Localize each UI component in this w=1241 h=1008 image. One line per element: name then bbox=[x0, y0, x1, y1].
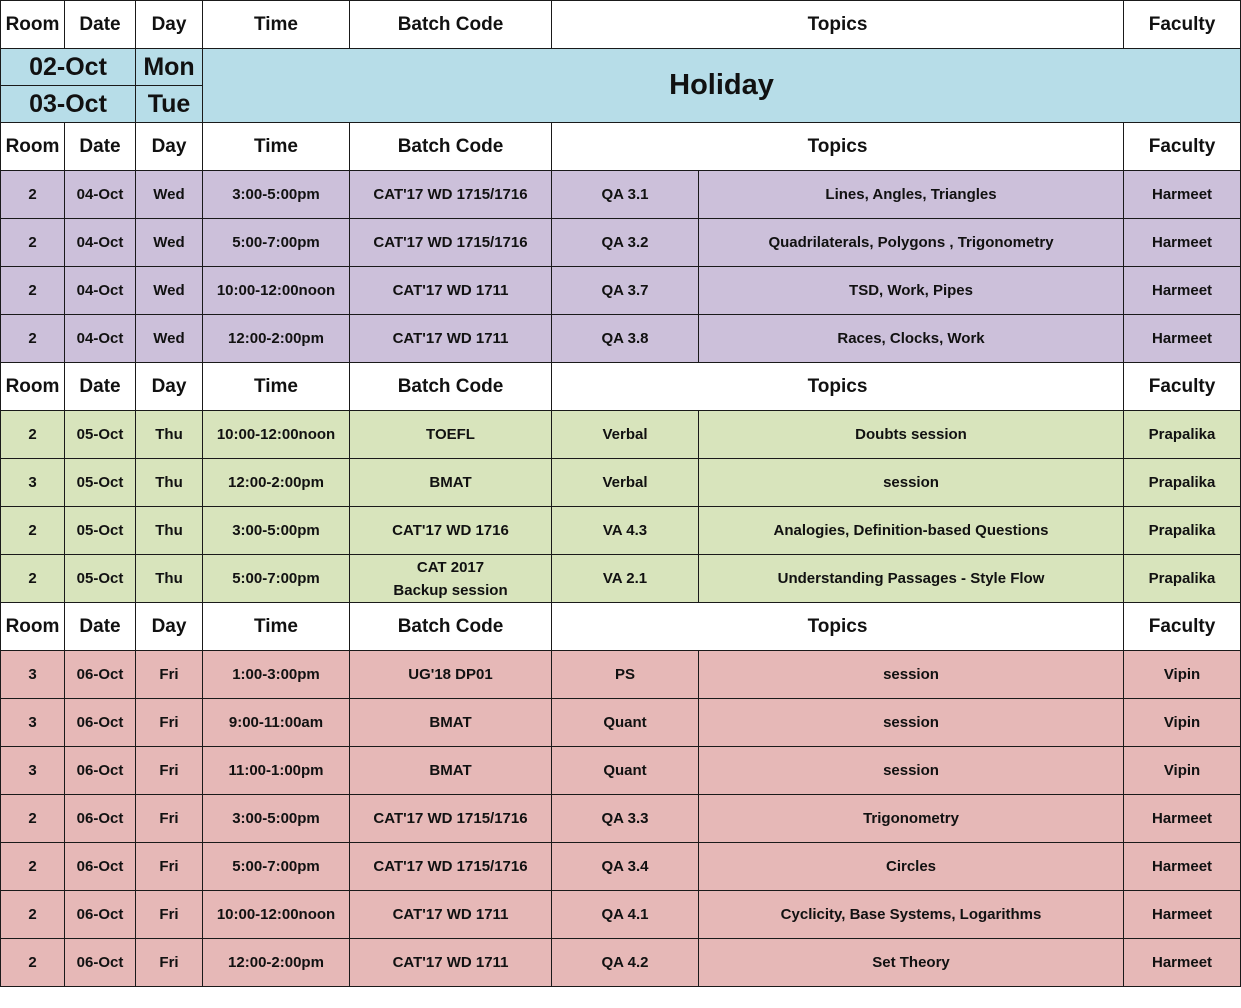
table-row bbox=[1, 699, 1241, 747]
header-batch-code: Batch Code bbox=[350, 123, 552, 171]
header-faculty: Faculty bbox=[1124, 1, 1241, 49]
batch-cell: TOEFL bbox=[350, 411, 552, 459]
time-cell: 10:00-12:00noon bbox=[203, 411, 350, 459]
time-cell: 10:00-12:00noon bbox=[203, 891, 350, 939]
header-topics: Topics bbox=[552, 363, 1124, 411]
batch-cell: CAT'17 WD 1711 bbox=[350, 939, 552, 987]
topic-cell: Circles bbox=[699, 843, 1124, 891]
faculty-cell: Vipin bbox=[1124, 699, 1241, 747]
room-cell: 2 bbox=[1, 939, 65, 987]
module-cell: Verbal bbox=[552, 459, 699, 507]
faculty-cell: Harmeet bbox=[1124, 219, 1241, 267]
header-time: Time bbox=[203, 123, 350, 171]
day-cell: Wed bbox=[136, 267, 203, 315]
holiday-date: 03-Oct bbox=[1, 86, 136, 123]
day-cell: Fri bbox=[136, 795, 203, 843]
topic-cell: session bbox=[699, 459, 1124, 507]
date-cell: 06-Oct bbox=[65, 795, 136, 843]
module-cell: VA 4.3 bbox=[552, 507, 699, 555]
header-batch-code: Batch Code bbox=[350, 363, 552, 411]
batch-cell: UG'18 DP01 bbox=[350, 651, 552, 699]
day-cell: Wed bbox=[136, 171, 203, 219]
header-row bbox=[1, 603, 1241, 651]
topic-cell: Quadrilaterals, Polygons , Trigonometry bbox=[699, 219, 1124, 267]
time-cell: 3:00-5:00pm bbox=[203, 795, 350, 843]
topic-cell: Doubts session bbox=[699, 411, 1124, 459]
table-row bbox=[1, 267, 1241, 315]
module-cell: QA 4.1 bbox=[552, 891, 699, 939]
module-cell: QA 3.4 bbox=[552, 843, 699, 891]
faculty-cell: Harmeet bbox=[1124, 315, 1241, 363]
date-cell: 05-Oct bbox=[65, 507, 136, 555]
header-batch-code: Batch Code bbox=[350, 1, 552, 49]
day-cell: Fri bbox=[136, 891, 203, 939]
faculty-cell: Harmeet bbox=[1124, 267, 1241, 315]
batch-cell: BMAT bbox=[350, 747, 552, 795]
table-row bbox=[1, 747, 1241, 795]
time-cell: 5:00-7:00pm bbox=[203, 843, 350, 891]
time-cell: 11:00-1:00pm bbox=[203, 747, 350, 795]
day-cell: Wed bbox=[136, 315, 203, 363]
faculty-cell: Vipin bbox=[1124, 651, 1241, 699]
date-cell: 06-Oct bbox=[65, 699, 136, 747]
faculty-cell: Prapalika bbox=[1124, 555, 1241, 603]
header-room: Room bbox=[1, 363, 65, 411]
holiday-day: Mon bbox=[136, 49, 203, 86]
header-time: Time bbox=[203, 603, 350, 651]
batch-cell: CAT'17 WD 1715/1716 bbox=[350, 795, 552, 843]
batch-cell: CAT'17 WD 1715/1716 bbox=[350, 171, 552, 219]
table-row bbox=[1, 555, 1241, 603]
room-cell: 2 bbox=[1, 411, 65, 459]
table-row bbox=[1, 795, 1241, 843]
table-row bbox=[1, 219, 1241, 267]
room-cell: 3 bbox=[1, 651, 65, 699]
room-cell: 3 bbox=[1, 747, 65, 795]
time-cell: 5:00-7:00pm bbox=[203, 219, 350, 267]
batch-cell: CAT'17 WD 1715/1716 bbox=[350, 219, 552, 267]
module-cell: Verbal bbox=[552, 411, 699, 459]
time-cell: 1:00-3:00pm bbox=[203, 651, 350, 699]
header-faculty: Faculty bbox=[1124, 363, 1241, 411]
header-room: Room bbox=[1, 123, 65, 171]
table-row bbox=[1, 939, 1241, 987]
batch-line: CAT 2017 bbox=[416, 558, 485, 576]
topic-cell: Set Theory bbox=[699, 939, 1124, 987]
module-cell: Quant bbox=[552, 747, 699, 795]
date-cell: 06-Oct bbox=[65, 891, 136, 939]
header-row bbox=[1, 363, 1241, 411]
date-cell: 05-Oct bbox=[65, 411, 136, 459]
batch-cell: CAT'17 WD 1711 bbox=[350, 891, 552, 939]
topic-cell: session bbox=[699, 747, 1124, 795]
time-cell: 9:00-11:00am bbox=[203, 699, 350, 747]
room-cell: 2 bbox=[1, 795, 65, 843]
batch-cell: CAT'17 WD 1711 bbox=[350, 267, 552, 315]
room-cell: 2 bbox=[1, 555, 65, 603]
table-row bbox=[1, 843, 1241, 891]
header-batch-code: Batch Code bbox=[350, 603, 552, 651]
header-date: Date bbox=[65, 363, 136, 411]
day-cell: Thu bbox=[136, 411, 203, 459]
time-cell: 5:00-7:00pm bbox=[203, 555, 350, 603]
module-cell: QA 4.2 bbox=[552, 939, 699, 987]
header-faculty: Faculty bbox=[1124, 123, 1241, 171]
room-cell: 2 bbox=[1, 267, 65, 315]
topic-cell: Lines, Angles, Triangles bbox=[699, 171, 1124, 219]
topic-cell: session bbox=[699, 651, 1124, 699]
date-cell: 04-Oct bbox=[65, 315, 136, 363]
header-day: Day bbox=[136, 123, 203, 171]
table-row bbox=[1, 411, 1241, 459]
table-row bbox=[1, 507, 1241, 555]
header-room: Room bbox=[1, 603, 65, 651]
day-cell: Fri bbox=[136, 651, 203, 699]
time-cell: 10:00-12:00noon bbox=[203, 267, 350, 315]
module-cell: Quant bbox=[552, 699, 699, 747]
topic-cell: Trigonometry bbox=[699, 795, 1124, 843]
header-time: Time bbox=[203, 363, 350, 411]
date-cell: 06-Oct bbox=[65, 939, 136, 987]
module-cell: QA 3.2 bbox=[552, 219, 699, 267]
faculty-cell: Harmeet bbox=[1124, 939, 1241, 987]
header-topics: Topics bbox=[552, 1, 1124, 49]
module-cell: QA 3.7 bbox=[552, 267, 699, 315]
header-date: Date bbox=[65, 123, 136, 171]
header-topics: Topics bbox=[552, 603, 1124, 651]
room-cell: 2 bbox=[1, 315, 65, 363]
faculty-cell: Harmeet bbox=[1124, 171, 1241, 219]
header-faculty: Faculty bbox=[1124, 603, 1241, 651]
day-cell: Thu bbox=[136, 555, 203, 603]
faculty-cell: Harmeet bbox=[1124, 795, 1241, 843]
table-row bbox=[1, 315, 1241, 363]
header-topics: Topics bbox=[552, 123, 1124, 171]
module-cell: QA 3.3 bbox=[552, 795, 699, 843]
date-cell: 04-Oct bbox=[65, 219, 136, 267]
holiday-date: 02-Oct bbox=[1, 49, 136, 86]
table-row bbox=[1, 459, 1241, 507]
header-date: Date bbox=[65, 1, 136, 49]
topic-cell: TSD, Work, Pipes bbox=[699, 267, 1124, 315]
topic-cell: Races, Clocks, Work bbox=[699, 315, 1124, 363]
batch-cell: CAT'17 WD 1711 bbox=[350, 315, 552, 363]
module-cell: PS bbox=[552, 651, 699, 699]
batch-cell bbox=[350, 555, 552, 603]
room-cell: 2 bbox=[1, 843, 65, 891]
holiday-row bbox=[1, 49, 1241, 86]
holiday-label: Holiday bbox=[203, 49, 1241, 123]
header-day: Day bbox=[136, 603, 203, 651]
header-time: Time bbox=[203, 1, 350, 49]
day-cell: Fri bbox=[136, 843, 203, 891]
date-cell: 05-Oct bbox=[65, 555, 136, 603]
day-cell: Thu bbox=[136, 459, 203, 507]
module-cell: VA 2.1 bbox=[552, 555, 699, 603]
room-cell: 3 bbox=[1, 459, 65, 507]
table-row bbox=[1, 891, 1241, 939]
time-cell: 3:00-5:00pm bbox=[203, 507, 350, 555]
faculty-cell: Prapalika bbox=[1124, 411, 1241, 459]
table-row bbox=[1, 651, 1241, 699]
topic-cell: Understanding Passages - Style Flow bbox=[699, 555, 1124, 603]
day-cell: Wed bbox=[136, 219, 203, 267]
batch-cell: CAT'17 WD 1716 bbox=[350, 507, 552, 555]
time-cell: 12:00-2:00pm bbox=[203, 459, 350, 507]
faculty-cell: Vipin bbox=[1124, 747, 1241, 795]
faculty-cell: Harmeet bbox=[1124, 891, 1241, 939]
date-cell: 04-Oct bbox=[65, 267, 136, 315]
topic-cell: Analogies, Definition-based Questions bbox=[699, 507, 1124, 555]
date-cell: 05-Oct bbox=[65, 459, 136, 507]
day-cell: Thu bbox=[136, 507, 203, 555]
time-cell: 12:00-2:00pm bbox=[203, 939, 350, 987]
room-cell: 2 bbox=[1, 219, 65, 267]
module-cell: QA 3.8 bbox=[552, 315, 699, 363]
table-row bbox=[1, 171, 1241, 219]
faculty-cell: Prapalika bbox=[1124, 459, 1241, 507]
room-cell: 3 bbox=[1, 699, 65, 747]
day-cell: Fri bbox=[136, 699, 203, 747]
faculty-cell: Harmeet bbox=[1124, 843, 1241, 891]
date-cell: 06-Oct bbox=[65, 747, 136, 795]
day-cell: Fri bbox=[136, 939, 203, 987]
faculty-cell: Prapalika bbox=[1124, 507, 1241, 555]
header-row bbox=[1, 1, 1241, 49]
header-row bbox=[1, 123, 1241, 171]
holiday-day: Tue bbox=[136, 86, 203, 123]
header-date: Date bbox=[65, 603, 136, 651]
batch-cell: BMAT bbox=[350, 459, 552, 507]
batch-cell: BMAT bbox=[350, 699, 552, 747]
topic-cell: session bbox=[699, 699, 1124, 747]
room-cell: 2 bbox=[1, 507, 65, 555]
header-room: Room bbox=[1, 1, 65, 49]
time-cell: 3:00-5:00pm bbox=[203, 171, 350, 219]
time-cell: 12:00-2:00pm bbox=[203, 315, 350, 363]
room-cell: 2 bbox=[1, 171, 65, 219]
batch-cell: CAT'17 WD 1715/1716 bbox=[350, 843, 552, 891]
room-cell: 2 bbox=[1, 891, 65, 939]
day-cell: Fri bbox=[136, 747, 203, 795]
header-day: Day bbox=[136, 1, 203, 49]
topic-cell: Cyclicity, Base Systems, Logarithms bbox=[699, 891, 1124, 939]
batch-line: Backup session bbox=[393, 581, 508, 599]
date-cell: 04-Oct bbox=[65, 171, 136, 219]
module-cell: QA 3.1 bbox=[552, 171, 699, 219]
date-cell: 06-Oct bbox=[65, 651, 136, 699]
date-cell: 06-Oct bbox=[65, 843, 136, 891]
header-day: Day bbox=[136, 363, 203, 411]
